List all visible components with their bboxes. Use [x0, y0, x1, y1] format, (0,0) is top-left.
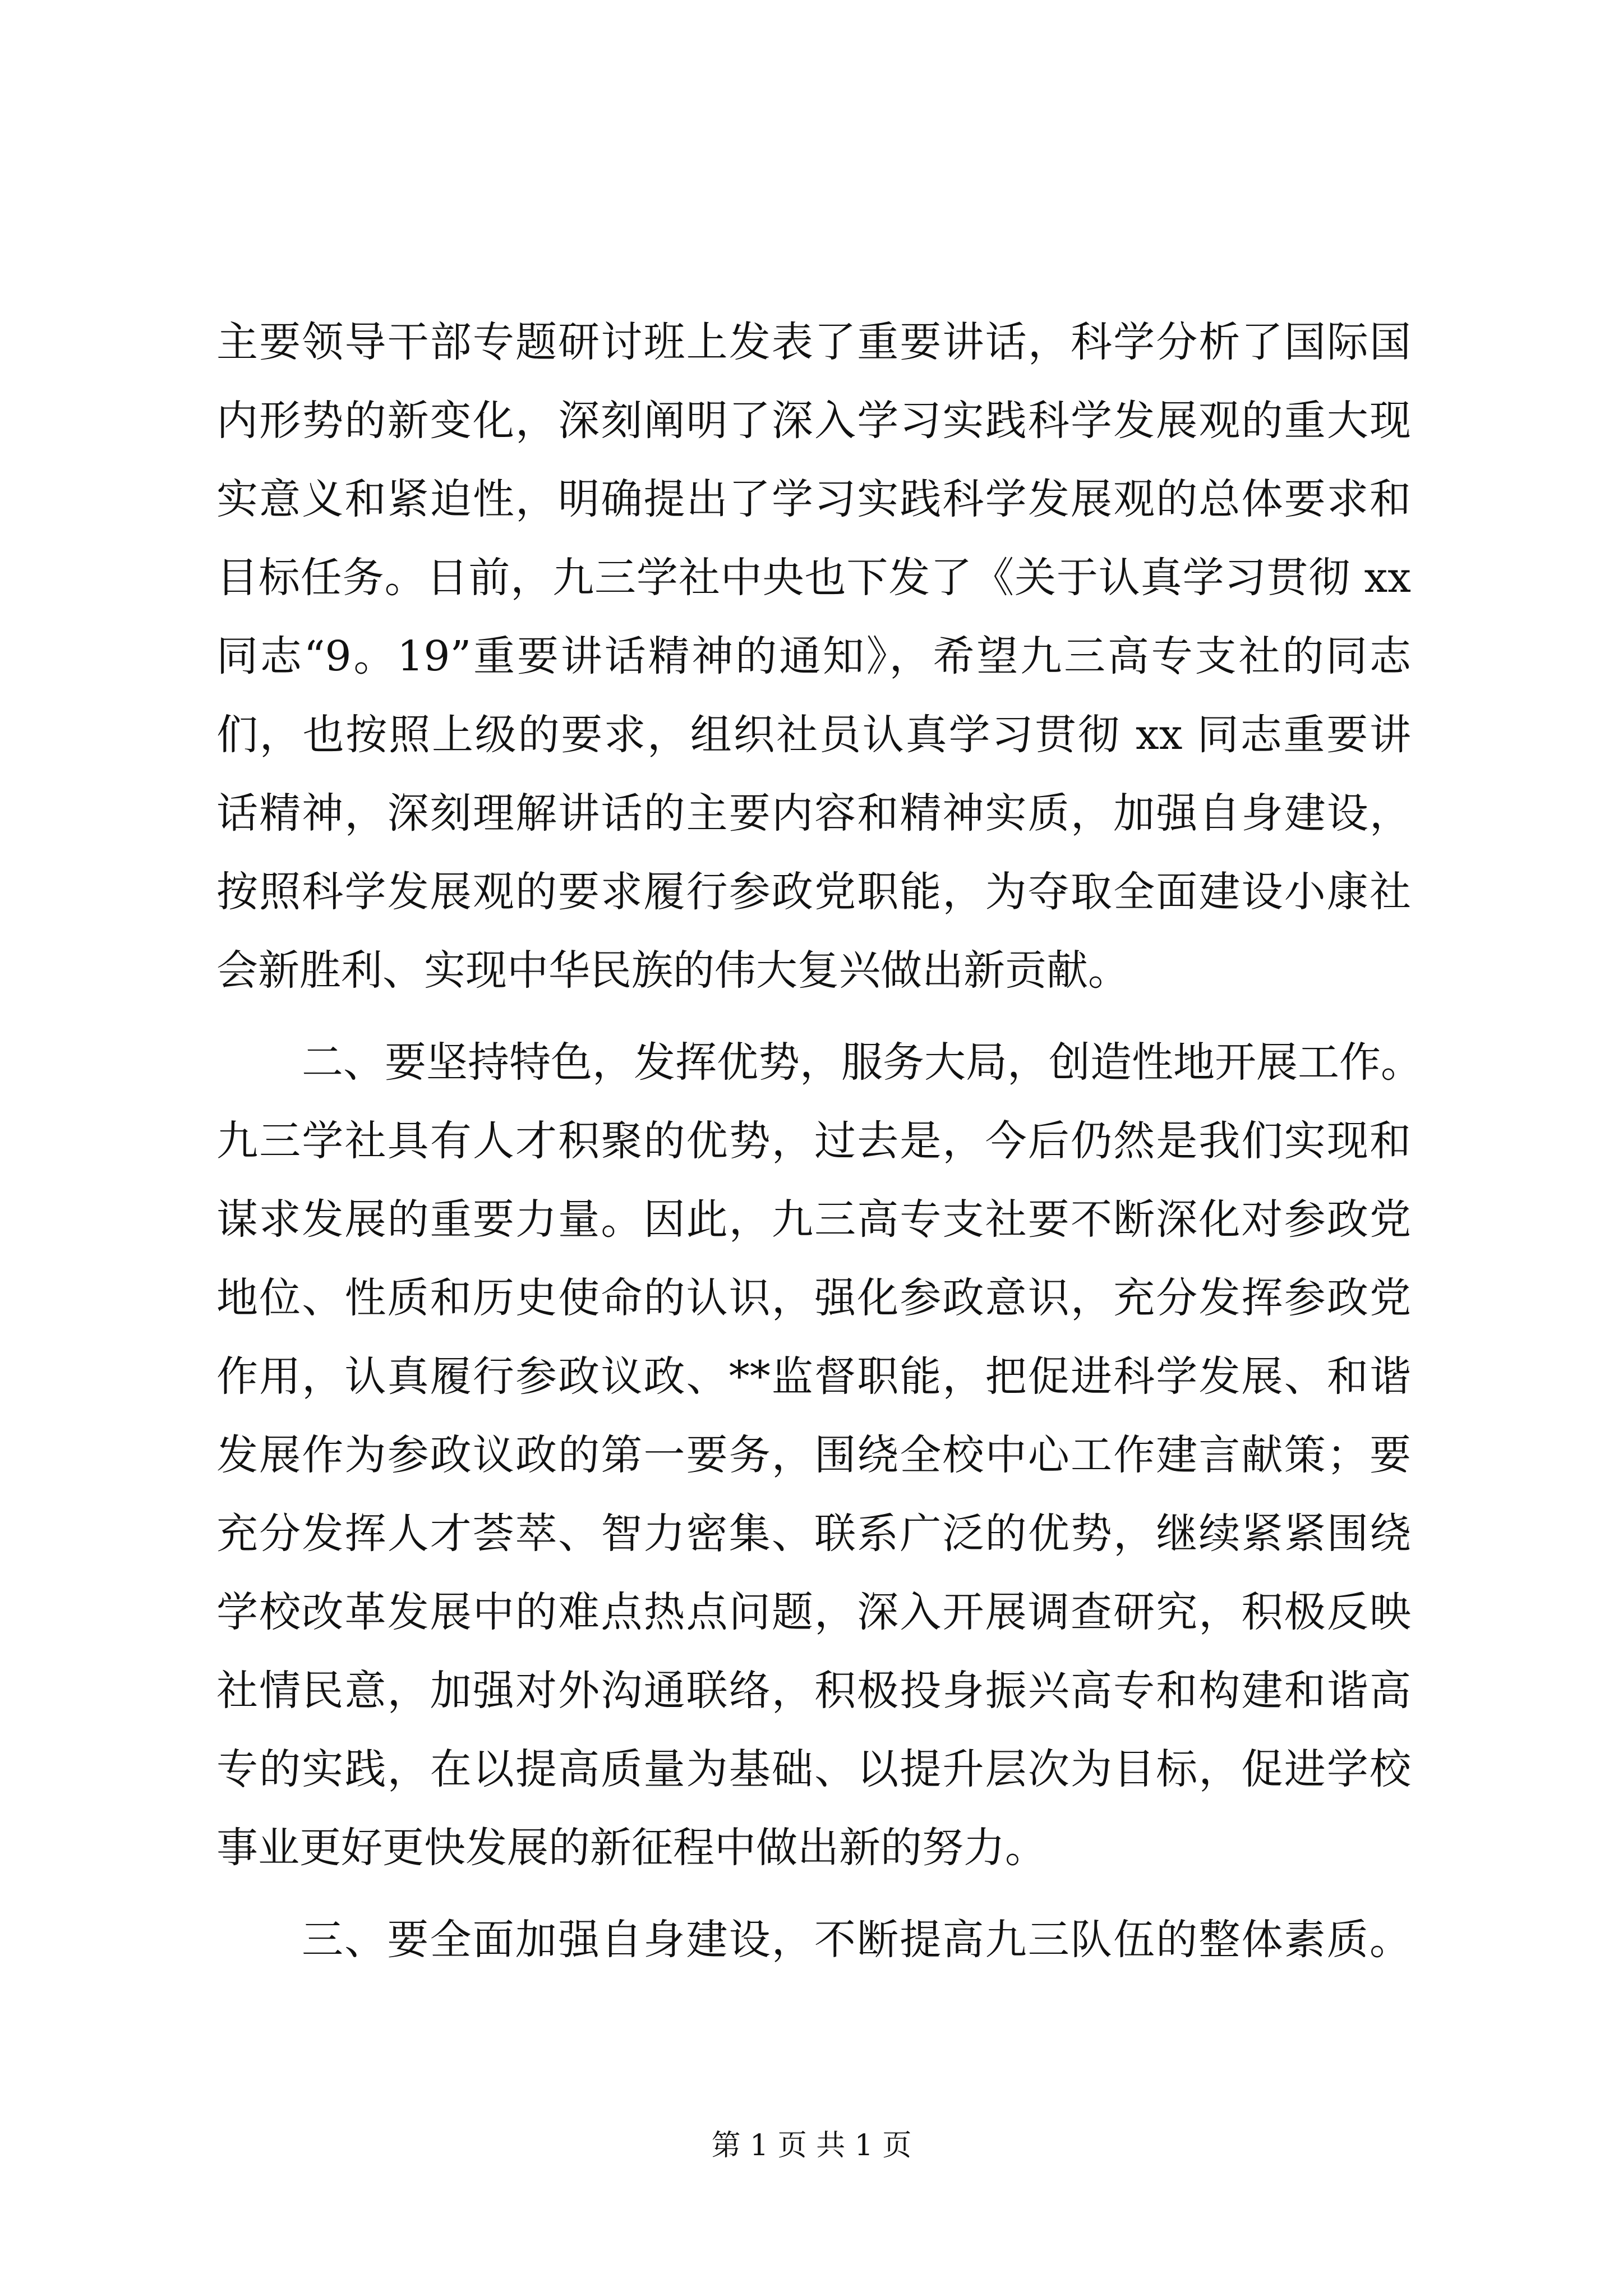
page-footer: 第 1 页 共 1 页	[711, 2129, 912, 2162]
text-line: 实意义和紧迫性，明确提出了学习实践科学发展观的总体要求和	[216, 475, 1411, 523]
section-heading-line: 三、要全面加强自身建设，不断提高九三队伍的整体素质。	[302, 1916, 1411, 1964]
text-line: 九三学社具有人才积聚的优势，过去是，今后仍然是我们实现和	[216, 1117, 1411, 1165]
text-line: 事业更好更快发展的新征程中做出新的努力。	[216, 1824, 1046, 1872]
text-line: 谋求发展的重要力量。因此，九三高专支社要不断深化对参政党	[216, 1195, 1411, 1244]
paragraph	[216, 1023, 1422, 1887]
text-line: 话精神，深刻理解讲话的主要内容和精神实质，加强自身建设，	[216, 789, 1411, 838]
text-line: 同志“9。19”重要讲话精神的通知》，希望九三高专支社的同志	[216, 632, 1411, 680]
text-line: 按照科学发展观的要求履行参政党职能，为夺取全面建设小康社	[216, 868, 1411, 916]
text-line: 充分发挥人才荟萃、智力密集、联系广泛的优势，继续紧紧围绕	[216, 1510, 1411, 1558]
text-line: 主要领导干部专题研讨班上发表了重要讲话，科学分析了国际国	[216, 318, 1411, 366]
text-line: 目标任务。日前，九三学社中央也下发了《关于认真学习贯彻 xx	[216, 554, 1411, 602]
document-body	[216, 303, 1422, 1979]
text-line: 专的实践，在以提高质量为基础、以提升层次为目标，促进学校	[216, 1745, 1411, 1793]
paragraph-gap	[216, 1887, 1411, 1901]
paragraph	[216, 1901, 1411, 1979]
text-line: 学校改革发展中的难点热点问题，深入开展调查研究，积极反映	[216, 1588, 1411, 1636]
section-heading-line: 二、要坚持特色，发挥优势，服务大局，创造性地开展工作。	[302, 1038, 1422, 1087]
paragraph-gap	[216, 1010, 1411, 1023]
text-line: 会新胜利、实现中华民族的伟大复兴做出新贡献。	[216, 946, 1129, 995]
paragraph	[216, 303, 1411, 1010]
text-line: 地位、性质和历史使命的认识，强化参政意识，充分发挥参政党	[216, 1274, 1411, 1322]
text-line: 发展作为参政议政的第一要务，围绕全校中心工作建言献策；要	[216, 1431, 1411, 1479]
text-line: 作用，认真履行参政议政、**监督职能，把促进科学发展、和谐	[216, 1352, 1411, 1401]
text-line: 内形势的新变化，深刻阐明了深入学习实践科学发展观的重大现	[216, 397, 1411, 445]
text-line: 社情民意，加强对外沟通联络，积极投身振兴高专和构建和谐高	[216, 1667, 1411, 1715]
text-line: 们，也按照上级的要求，组织社员认真学习贯彻 xx 同志重要讲	[216, 711, 1411, 759]
